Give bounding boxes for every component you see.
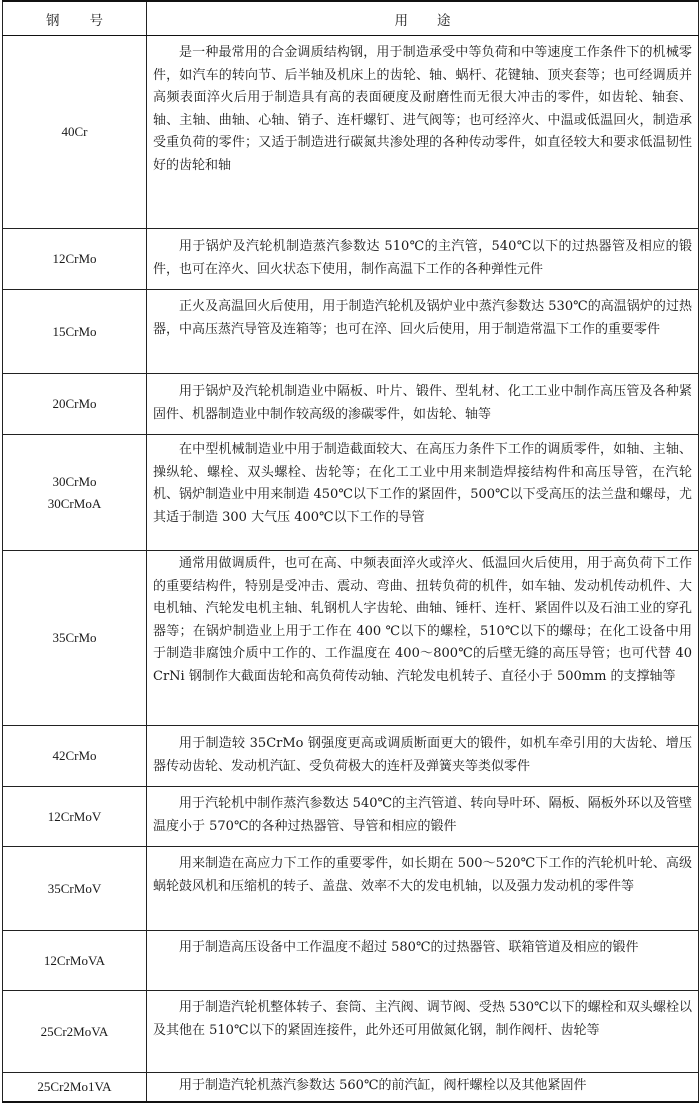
usage-cell: 用于制造较 35CrMo 钢强度更高或调质断面更大的锻件，如机车牵引用的大齿轮、增压器传动齿轮、发动机汽缸、受负荷极大的连杆及弹簧夹等类似零件 [147,726,699,787]
grade-cell [3,229,147,290]
grade-cell [3,290,147,374]
header-grade-char-2: 号 [89,12,103,29]
grade-cell [3,931,147,991]
usage-cell: 用来制造在高应力下工作的重要零件，如长期在 500～520℃下工作的汽轮机叶轮、高级蜗轮鼓风机和压缩机的转子、盖盘、效率不大的发电机轴，以及强力发动机的零件等 [147,847,699,931]
grade-label: 25Cr2MoVA [40,1023,109,1039]
header-grade [3,1,147,36]
grade-cell [3,1073,147,1102]
table-row [3,229,699,290]
alloy-steel-usage-table [2,0,699,1103]
grade-label: 20CrMo [52,396,97,411]
header-use [147,1,699,36]
grade-label: 30CrMoA [47,495,102,511]
grade-cell [3,551,147,726]
grade-label: 35CrMoV [47,880,102,896]
header-grade-char-1: 钢 [46,12,60,29]
header-use-char-1: 用 [394,12,408,29]
grade-label: 12CrMo [52,251,97,266]
table-row [3,551,699,726]
grade-label: 42CrMo [52,748,97,763]
table-row [3,36,699,229]
table-row [3,290,699,374]
grade-label: 15CrMo [52,323,97,339]
header-row [3,1,699,36]
usage-cell: 用于制造汽轮机整体转子、套筒、主汽阀、调节阀、受热 530℃以下的螺栓和双头螺栓以及其他在 510℃以下的紧固连接件，此外还可用做氮化钢，制作阀杆、齿轮等 [147,991,699,1073]
table-row [3,991,699,1073]
grade-label: 30CrMo [52,473,97,489]
grade-cell [3,991,147,1073]
table-row [3,726,699,787]
grade-cell [3,726,147,787]
table-row [3,1073,699,1102]
grade-label: 12CrMoVA [43,952,106,968]
usage-cell: 通常用做调质件，也可在高、中频表面淬火或淬火、低温回火后使用，用于高负荷下工作的重要结构件，特别是受冲击、震动、弯曲、扭转负荷的机件，如车轴、发动机传动机件、大电机轴、汽轮发电机主轴、轧钢机人字齿轮、曲轴、锤杆、连杆、紧固件以及石油工业的穿孔器等；在锅炉制造业上用于工作在 400 ℃以下的螺栓，510℃以下的螺母；在化工设备中用于制造非腐蚀介质中工作的、工作温度在 400～800℃的后壁无缝的高压导管；也可代替 40CrNi 钢制作大截面齿轮和高负荷传动轴、汽轮发电机转子、直径小于 500mm 的支撑轴等 [147,551,699,726]
header-use-char-2: 途 [437,12,451,29]
usage-cell: 用于制造汽轮机蒸汽参数达 560℃的前汽缸，阀杆螺栓以及其他紧固件 [147,1073,699,1102]
table-row [3,847,699,931]
usage-cell: 用于锅炉及汽轮机制造业中隔板、叶片、锻件、型轧材、化工工业中制作高压管及各种紧固件、机器制造业中制作较高级的渗碳零件，如齿轮、轴等 [147,374,699,435]
table-row [3,787,699,847]
grade-cell [3,374,147,435]
usage-cell: 用于汽轮机中制作蒸汽参数达 540℃的主汽管道、转向导叶环、隔板、隔板外环以及管壁温度小于 570℃的各种过热器管、导管和相应的锻件 [147,787,699,847]
usage-cell: 用于锅炉及汽轮机制造蒸汽参数达 510℃的主汽管，540℃以下的过热器管及相应的锻件，也可在淬火、回火状态下使用，制作高温下工作的各种弹性元件 [147,229,699,290]
usage-cell: 是一种最常用的合金调质结构钢，用于制造承受中等负荷和中等速度工作条件下的机械零件，如汽车的转向节、后半轴及机床上的齿轮、轴、蜗杆、花键轴、顶夹套等；也可经调质并高频表面淬火后用于制造具有高的表面硬度及耐磨性而无很大冲击的零件，如齿轮、轴套、轴、主轴、曲轴、心轴、销子、连杆螺钉、进气阀等；也可经淬火、中温或低温回火，制造承受重负荷的零件；又适于制造进行碳氮共渗处理的各种传动零件，如直径较大和要求低温韧性好的齿轮和轴 [147,36,699,229]
table-row [3,374,699,435]
grade-label: 12CrMoV [47,808,102,824]
usage-cell: 用于制造高压设备中工作温度不超过 580℃的过热器管、联箱管道及相应的锻件 [147,931,699,991]
grade-label: 40Cr [61,124,88,139]
table-row [3,931,699,991]
usage-cell: 在中型机械制造业中用于制造截面较大、在高压力条件下工作的调质零件，如轴、主轴、操纵轮、螺栓、双头螺栓、齿轮等；在化工工业中用来制造焊接结构件和高压导管，在汽轮机、锅炉制造业中用来制造 450℃以下工作的紧固件，500℃以下受高压的法兰盘和螺母，尤其适于制造 300 大气压 400℃以下工作的导管 [147,435,699,551]
grade-cell [3,847,147,931]
grade-cell [3,435,147,551]
grade-label: 25Cr2Mo1VA [37,1078,112,1094]
usage-cell: 正火及高温回火后使用，用于制造汽轮机及锅炉业中蒸汽参数达 530℃的高温锅炉的过热器，中高压蒸汽导管及连箱等；也可在淬、回火后使用，用于制造常温下工作的重要零件 [147,290,699,374]
grade-cell [3,787,147,847]
grade-label: 35CrMo [52,630,97,645]
table-row [3,435,699,551]
grade-cell [3,36,147,229]
